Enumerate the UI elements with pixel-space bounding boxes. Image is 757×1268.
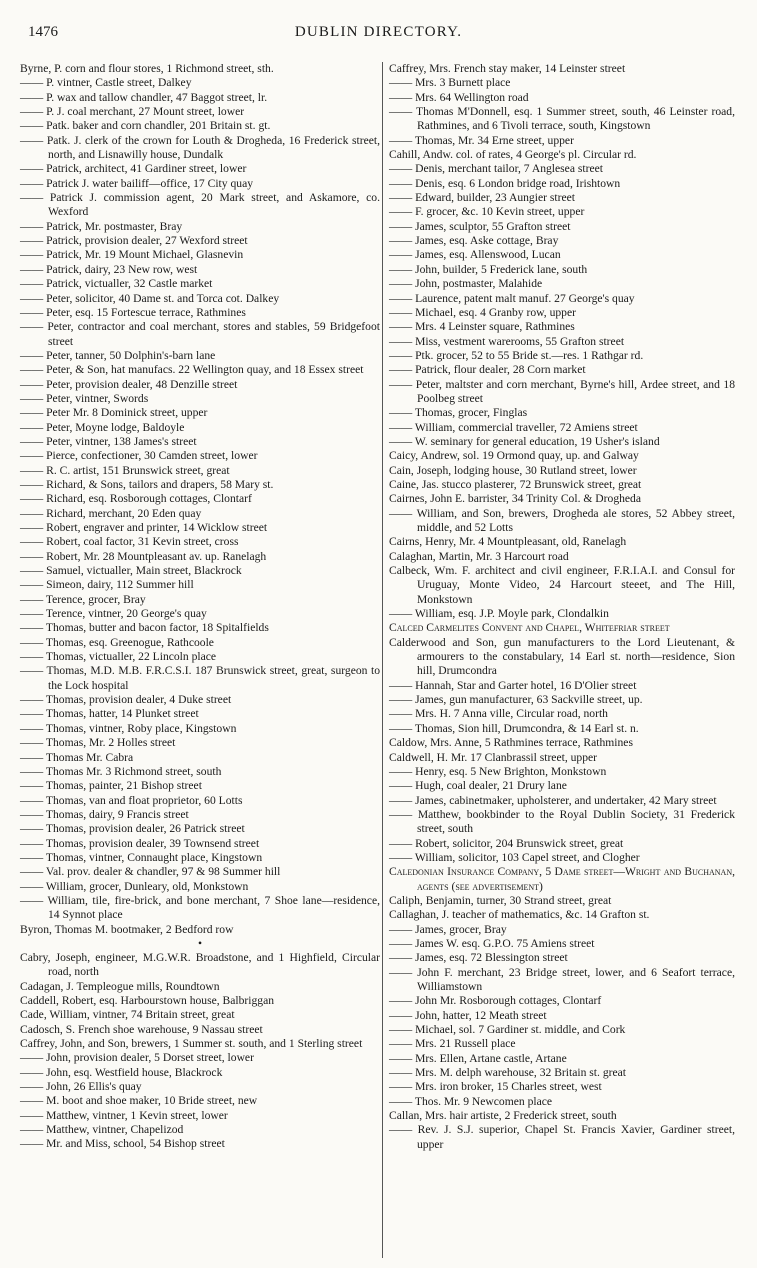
directory-subentry: —— William, and Son, brewers, Drogheda ale stores, 52 Abbey street, middle, and 52 Lotts (389, 507, 735, 536)
page-number: 1476 (28, 24, 58, 40)
directory-subentry: —— John, builder, 5 Frederick lane, south (389, 263, 735, 277)
directory-subentry: —— Patrick J. commission agent, 20 Mark street, and Askamore, co. Wexford (20, 191, 380, 220)
directory-entry: Callaghan, J. teacher of mathematics, &c. 14 Grafton st. (389, 908, 650, 922)
directory-entry: Callan, Mrs. hair artiste, 2 Frederick street, south (389, 1109, 617, 1123)
directory-subentry: —— John, esq. Westfield house, Blackrock (20, 1066, 380, 1080)
directory-subentry: —— James, cabinetmaker, upholsterer, and undertaker, 42 Mary street (389, 794, 735, 808)
directory-subentry: —— Hannah, Star and Garter hotel, 16 D'Olier street (389, 679, 735, 693)
directory-subentry: —— Matthew, vintner, 1 Kevin street, lower (20, 1109, 380, 1123)
ornament: • (197, 936, 203, 950)
directory-subentry: —— Mrs. 21 Russell place (389, 1037, 735, 1051)
directory-subentry: —— Peter, Moyne lodge, Baldoyle (20, 421, 380, 435)
directory-subentry: —— William, esq. J.P. Moyle park, Clondalkin (389, 607, 735, 621)
directory-entry: Cadosch, S. French shoe warehouse, 9 Nassau street (20, 1022, 263, 1036)
directory-subentry: —— M. boot and shoe maker, 10 Bride street, new (20, 1094, 380, 1108)
directory-subentry: —— Patrick, Mr. 19 Mount Michael, Glasnevin (20, 248, 380, 262)
directory-subentry: —— Thomas, provision dealer, 39 Townsend street (20, 837, 380, 851)
directory-entry: Calderwood and Son, gun manufacturers to the Lord Lieutenant, & armourers to the constabulary, 14 Earl st. north—residence, Sion hill, Drumcondra (389, 635, 735, 678)
directory-subentry: —— Thomas, vintner, Connaught place, Kingstown (20, 851, 380, 865)
directory-subentry: —— James, esq. Allenswood, Lucan (389, 248, 735, 262)
directory-subentry: —— Patk. J. clerk of the crown for Louth & Drogheda, 16 Frederick street, north, and Lisnawilly house, Dundalk (20, 134, 380, 163)
directory-subentry: —— Edward, builder, 23 Aungier street (389, 191, 735, 205)
directory-subentry: —— John, hatter, 12 Meath street (389, 1009, 735, 1023)
directory-subentry: —— Mrs. M. delph warehouse, 32 Britain st. great (389, 1066, 735, 1080)
directory-subentry: —— Terence, grocer, Bray (20, 593, 380, 607)
directory-subentry: —— Patk. baker and corn chandler, 201 Britain st. gt. (20, 119, 380, 133)
directory-subentry: —— Peter, vintner, Swords (20, 392, 380, 406)
directory-subentry: —— Patrick, Mr. postmaster, Bray (20, 220, 380, 234)
directory-subentry: —— Mrs. Ellen, Artane castle, Artane (389, 1052, 735, 1066)
directory-subentry: —— Patrick, provision dealer, 27 Wexford street (20, 234, 380, 248)
directory-subentry: —— Laurence, patent malt manuf. 27 George's quay (389, 292, 735, 306)
directory-subentry: —— Peter Mr. 8 Dominick street, upper (20, 406, 380, 420)
directory-subentry: —— Samuel, victualler, Main street, Blackrock (20, 564, 380, 578)
directory-subentry: —— R. C. artist, 151 Brunswick street, great (20, 464, 380, 478)
directory-subentry: —— Val. prov. dealer & chandler, 97 & 98 Summer hill (20, 865, 380, 879)
directory-subentry: —— William, commercial traveller, 72 Amiens street (389, 421, 735, 435)
directory-subentry: —— P. wax and tallow chandler, 47 Baggot street, lr. (20, 91, 380, 105)
directory-subentry: —— Thomas Mr. Cabra (20, 751, 380, 765)
right-column (389, 62, 735, 1152)
directory-subentry: —— Peter, solicitor, 40 Dame st. and Torca cot. Dalkey (20, 292, 380, 306)
directory-subentry: —— James, esq. 72 Blessington street (389, 951, 735, 965)
directory-subentry: —— Terence, vintner, 20 George's quay (20, 607, 380, 621)
directory-subentry: —— Thomas, van and float proprietor, 60 Lotts (20, 794, 380, 808)
directory-subentry: —— Peter, contractor and coal merchant, stores and stables, 59 Bridgefoot street (20, 320, 380, 349)
directory-subentry: —— William, solicitor, 103 Capel street, and Clogher (389, 851, 735, 865)
directory-subentry: —— John, postmaster, Malahide (389, 277, 735, 291)
directory-entry: Cairns, Henry, Mr. 4 Mountpleasant, old, Ranelagh (389, 535, 627, 549)
directory-subentry: —— Robert, Mr. 28 Mountpleasant av. up. Ranelagh (20, 550, 380, 564)
directory-subentry: —— Thomas, Mr. 2 Holles street (20, 736, 380, 750)
directory-subentry: —— Thomas, Sion hill, Drumcondra, & 14 Earl st. n. (389, 722, 735, 736)
directory-subentry: —— Thomas Mr. 3 Richmond street, south (20, 765, 380, 779)
directory-subentry: —— Michael, sol. 7 Gardiner st. middle, and Cork (389, 1023, 735, 1037)
directory-subentry: —— Thomas, provision dealer, 26 Patrick street (20, 822, 380, 836)
directory-entry: Caddell, Robert, esq. Harbourstown house, Balbriggan (20, 994, 275, 1007)
directory-subentry: —— James, esq. Aske cottage, Bray (389, 234, 735, 248)
directory-subentry: —— W. seminary for general education, 19 Usher's island (389, 435, 735, 449)
directory-subentry: —— Peter, provision dealer, 48 Denzille street (20, 378, 380, 392)
directory-entry: Cairnes, John E. barrister, 34 Trinity Col. & Drogheda (389, 492, 641, 506)
directory-subentry: —— William, tile, fire-brick, and bone merchant, 7 Shoe lane—residence, 14 Synnot place (20, 894, 380, 923)
directory-entry: Calced Carmelites Convent and Chapel, Whitefriar street (389, 621, 670, 635)
directory-subentry: —— Peter, maltster and corn merchant, Byrne's hill, Ardee street, and 18 Poolbeg street (389, 378, 735, 407)
directory-subentry: —— Thos. Mr. 9 Newcomen place (389, 1095, 735, 1109)
directory-entry: Caicy, Andrew, sol. 19 Ormond quay, up. and Galway (389, 449, 639, 463)
directory-subentry: —— Thomas, M.D. M.B. F.R.C.S.I. 187 Brunswick street, great, surgeon to the Lock hospital (20, 664, 380, 693)
directory-subentry: —— Mrs. iron broker, 15 Charles street, west (389, 1080, 735, 1094)
directory-subentry: —— Thomas, esq. Greenogue, Rathcoole (20, 636, 380, 650)
directory-subentry: —— Richard, esq. Rosborough cottages, Clontarf (20, 492, 380, 506)
directory-entry: Caldow, Mrs. Anne, 5 Rathmines terrace, Rathmines (389, 736, 633, 750)
directory-subentry: —— James W. esq. G.P.O. 75 Amiens street (389, 937, 735, 951)
directory-subentry: —— Simeon, dairy, 112 Summer hill (20, 578, 380, 592)
directory-entry: Cabry, Joseph, engineer, M.G.W.R. Broadstone, and 1 Highfield, Circular road, north (20, 950, 380, 979)
directory-subentry: —— Thomas, victualler, 22 Lincoln place (20, 650, 380, 664)
directory-subentry: —— Robert, solicitor, 204 Brunswick street, great (389, 837, 735, 851)
directory-subentry: —— John Mr. Rosborough cottages, Clontarf (389, 994, 735, 1008)
directory-subentry: —— Richard, & Sons, tailors and drapers, 58 Mary st. (20, 478, 380, 492)
directory-subentry: —— Patrick J. water bailiff—office, 17 City quay (20, 177, 380, 191)
directory-subentry: —— Thomas, provision dealer, 4 Duke street (20, 693, 380, 707)
directory-entry: Caliph, Benjamin, turner, 30 Strand street, great (389, 893, 612, 907)
directory-subentry: —— Patrick, architect, 41 Gardiner street, lower (20, 162, 380, 176)
directory-subentry: —— Patrick, flour dealer, 28 Corn market (389, 363, 735, 377)
directory-subentry: —— Richard, merchant, 20 Eden quay (20, 507, 380, 521)
directory-subentry: —— Robert, engraver and printer, 14 Wicklow street (20, 521, 380, 535)
directory-subentry: —— Mrs. 64 Wellington road (389, 91, 735, 105)
directory-subentry: —— Peter, vintner, 138 James's street (20, 435, 380, 449)
directory-subentry: —— Patrick, victualler, 32 Castle market (20, 277, 380, 291)
directory-entry: Caine, Jas. stucco plasterer, 72 Brunswick street, great (389, 477, 642, 491)
directory-subentry: —— James, sculptor, 55 Grafton street (389, 220, 735, 234)
directory-subentry: —— James, gun manufacturer, 63 Sackville street, up. (389, 693, 735, 707)
directory-entry: Cahill, Andw. col. of rates, 4 George's pl. Circular rd. (389, 148, 637, 162)
directory-subentry: —— F. grocer, &c. 10 Kevin street, upper (389, 205, 735, 219)
directory-subentry: —— Thomas, hatter, 14 Plunket street (20, 707, 380, 721)
directory-subentry: —— Peter, & Son, hat manufacs. 22 Wellington quay, and 18 Essex street (20, 363, 380, 377)
directory-subentry: —— Ptk. grocer, 52 to 55 Bride st.—res. 1 Rathgar rd. (389, 349, 735, 363)
directory-subentry: —— William, grocer, Dunleary, old, Monkstown (20, 880, 380, 894)
directory-subentry: —— Matthew, bookbinder to the Royal Dublin Society, 31 Frederick street, south (389, 808, 735, 837)
directory-entry: Cade, William, vintner, 74 Britain street, great (20, 1008, 235, 1022)
directory-subentry: —— Thomas, butter and bacon factor, 18 Spitalfields (20, 621, 380, 635)
directory-subentry: —— Mrs. 3 Burnett place (389, 76, 735, 90)
directory-subentry: —— Thomas, grocer, Finglas (389, 406, 735, 420)
directory-subentry: —— P. J. coal merchant, 27 Mount street, lower (20, 105, 380, 119)
page-title: DUBLIN DIRECTORY. (294, 24, 463, 40)
directory-subentry: —— Matthew, vintner, Chapelizod (20, 1123, 380, 1137)
directory-subentry: —— Peter, tanner, 50 Dolphin's-barn lane (20, 349, 380, 363)
directory-subentry: —— John F. merchant, 23 Bridge street, lower, and 6 Seafort terrace, Williamstown (389, 966, 735, 995)
page-header (0, 24, 757, 46)
directory-subentry: —— Miss, vestment warerooms, 55 Grafton street (389, 335, 735, 349)
directory-subentry: —— Rev. J. S.J. superior, Chapel St. Francis Xavier, Gardiner street, upper (389, 1123, 735, 1152)
directory-subentry: —— Pierce, confectioner, 30 Camden street, lower (20, 449, 380, 463)
directory-entry: Caffrey, Mrs. French stay maker, 14 Leinster street (389, 62, 626, 75)
directory-entry: Caldwell, H. Mr. 17 Clanbrassil street, upper (389, 750, 598, 764)
directory-subentry: —— Patrick, dairy, 23 New row, west (20, 263, 380, 277)
directory-entry: Cain, Joseph, lodging house, 30 Rutland street, lower (389, 463, 637, 477)
directory-entry: Byron, Thomas M. bootmaker, 2 Bedford row (20, 922, 234, 936)
directory-entry: Calaghan, Martin, Mr. 3 Harcourt road (389, 549, 569, 563)
directory-subentry: —— Thomas, painter, 21 Bishop street (20, 779, 380, 793)
directory-subentry: —— Thomas, dairy, 9 Francis street (20, 808, 380, 822)
directory-entry: Byrne, P. corn and flour stores, 1 Richmond street, sth. (20, 62, 274, 75)
directory-subentry: —— P. vintner, Castle street, Dalkey (20, 76, 380, 90)
directory-subentry: —— Mr. and Miss, school, 54 Bishop street (20, 1137, 380, 1151)
directory-subentry: —— Thomas, vintner, Roby place, Kingstown (20, 722, 380, 736)
directory-subentry: —— Henry, esq. 5 New Brighton, Monkstown (389, 765, 735, 779)
directory-subentry: —— Mrs. 4 Leinster square, Rathmines (389, 320, 735, 334)
directory-subentry: —— Robert, coal factor, 31 Kevin street, cross (20, 535, 380, 549)
directory-subentry: —— John, provision dealer, 5 Dorset street, lower (20, 1051, 380, 1065)
directory-subentry: —— Thomas, Mr. 34 Erne street, upper (389, 134, 735, 148)
left-column (20, 62, 380, 1152)
column-divider (382, 62, 383, 1258)
directory-subentry: —— Peter, esq. 15 Fortescue terrace, Rathmines (20, 306, 380, 320)
directory-entry: Caledonian Insurance Company, 5 Dame street—Wright and Buchanan, agents (see advertisement) (389, 865, 735, 893)
directory-subentry: —— James, grocer, Bray (389, 923, 735, 937)
directory-entry: Cadagan, J. Templeogue mills, Roundtown (20, 979, 220, 993)
directory-subentry: —— Denis, merchant tailor, 7 Anglesea street (389, 162, 735, 176)
directory-subentry: —— John, 26 Ellis's quay (20, 1080, 380, 1094)
directory-subentry: —— Denis, esq. 6 London bridge road, Irishtown (389, 177, 735, 191)
directory-entry: Calbeck, Wm. F. architect and civil engineer, F.R.I.A.I. and Consul for Uruguay, Monte Video, 24 Harcourt steeet, and The Hill, Monkstown (389, 564, 735, 606)
directory-subentry: —— Michael, esq. 4 Granby row, upper (389, 306, 735, 320)
directory-subentry: —— Thomas M'Donnell, esq. 1 Summer street, south, 46 Leinster road, Rathmines, and 6 Tivoli terrace, south, Kingstown (389, 105, 735, 134)
directory-entry: Caffrey, John, and Son, brewers, 1 Summer st. south, and 1 Sterling street (20, 1037, 363, 1051)
directory-subentry: —— Hugh, coal dealer, 21 Drury lane (389, 779, 735, 793)
directory-subentry: —— Mrs. H. 7 Anna ville, Circular road, north (389, 707, 735, 721)
